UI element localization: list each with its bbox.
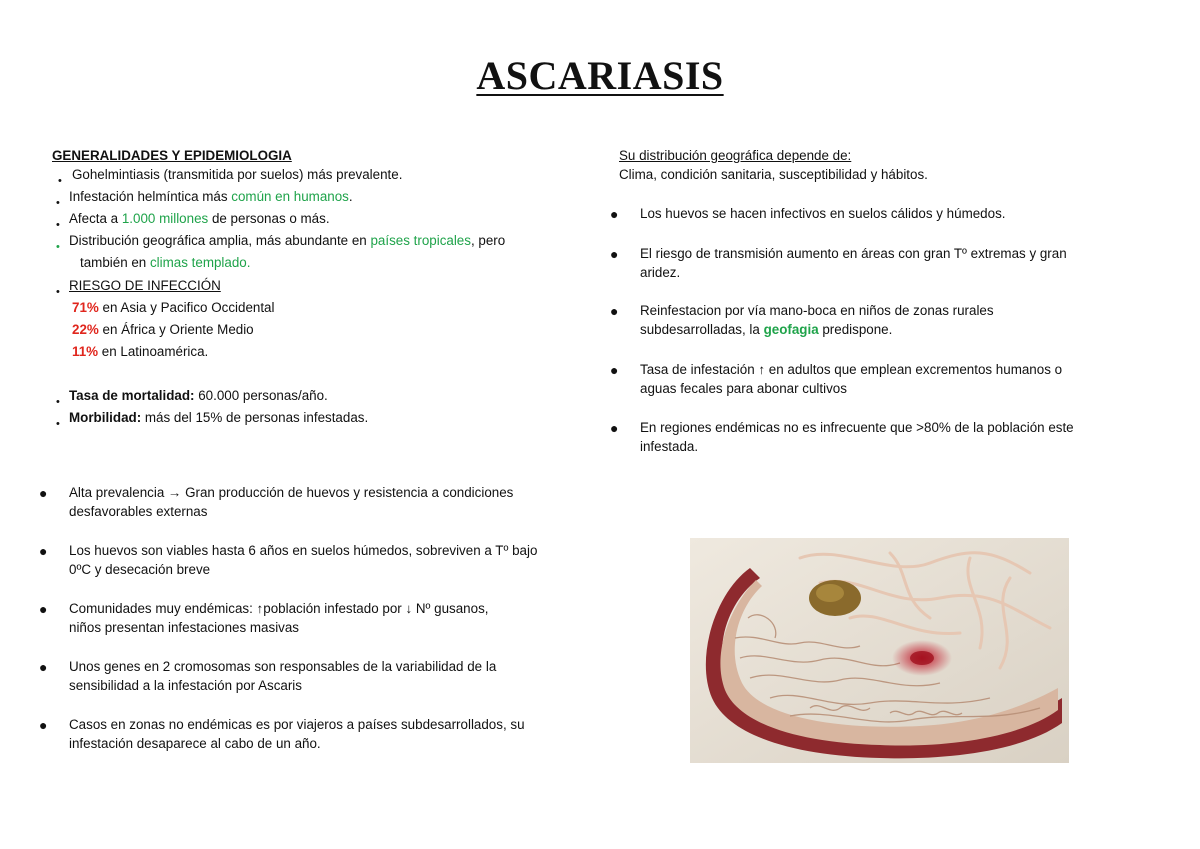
- list-item: [69, 407, 368, 429]
- list-item-line: Los huevos se hacen infectivos en suelos cálidos y húmedos.: [640, 206, 1006, 221]
- list-item-line: Alta prevalencia → Gran producción de huevos y resistencia a condiciones: [69, 485, 514, 500]
- risk-percent: 11%: [72, 344, 99, 359]
- risk-text: en Asia y Pacifico Occidental: [102, 300, 275, 315]
- generalidades-heading: GENERALIDADES Y EPIDEMIOLOGIA: [52, 148, 292, 163]
- bullet-big-icon: ●: [39, 543, 48, 559]
- bullet-small-icon: •: [56, 396, 60, 408]
- item-highlight: geofagia: [763, 322, 819, 337]
- item-text: , pero: [470, 233, 506, 248]
- item-text: .: [348, 189, 353, 204]
- item-text: Afecta a: [69, 211, 122, 226]
- ascaris-worms-photo: [690, 538, 1069, 763]
- bullet-big-icon: ●: [610, 303, 619, 319]
- item-text: más del 15% de personas infestadas.: [141, 410, 369, 425]
- risk-percent: 71%: [72, 300, 99, 315]
- bullet-big-icon: ●: [39, 659, 48, 675]
- item-label: Morbilidad:: [69, 410, 142, 425]
- bullet-big-icon: ●: [610, 206, 619, 222]
- page-title: [0, 52, 1200, 99]
- list-item: [72, 164, 402, 186]
- list-item-line: Unos genes en 2 cromosomas son responsables de la variabilidad de la: [69, 659, 497, 674]
- risk-row: [72, 319, 254, 341]
- list-item-line: Casos en zonas no endémicas es por viajeros a países subdesarrollados, su: [69, 717, 525, 732]
- risk-percent: 22%: [72, 322, 99, 337]
- list-item-line: Comunidades muy endémicas: ↑población infestado por ↓ Nº gusanos,: [69, 601, 489, 616]
- bullet-small-icon: •: [56, 418, 60, 430]
- distribution-heading: Su distribución geográfica depende de:: [619, 148, 852, 163]
- risk-text: en Latinoamérica.: [101, 344, 209, 359]
- item-text: 60.000 personas/año.: [194, 388, 328, 403]
- item-text: subdesarrolladas, la: [640, 322, 764, 337]
- bullet-big-icon: ●: [610, 362, 619, 378]
- bullet-small-icon: •: [56, 219, 60, 231]
- risk-row: [72, 341, 208, 363]
- bullet-big-icon: ●: [39, 717, 48, 733]
- list-item: [69, 385, 328, 407]
- item-highlight: 1.000 millones: [121, 211, 209, 226]
- item-highlight: común en humanos: [231, 189, 349, 204]
- list-item-line: niños presentan infestaciones masivas: [69, 620, 300, 635]
- list-item-line: 0ºC y desecación breve: [69, 562, 211, 577]
- bullet-small-icon: •: [58, 175, 62, 187]
- list-item-line: Reinfestacion por vía mano-boca en niños de zonas rurales: [640, 303, 994, 318]
- bullet-big-icon: ●: [39, 485, 48, 501]
- list-item-line: Tasa de infestación ↑ en adultos que emplean excrementos humanos o: [640, 362, 1063, 377]
- item-text: de personas o más.: [208, 211, 330, 226]
- item-text: Gohelmintiasis (transmitida por suelos) más prevalente.: [72, 167, 403, 182]
- risk-row: [72, 297, 274, 319]
- list-item: [69, 230, 505, 252]
- item-text: Infestación helmíntica más: [69, 189, 232, 204]
- bullet-big-icon: ●: [610, 246, 619, 262]
- list-item: [69, 186, 353, 208]
- list-item-line: Los huevos son viables hasta 6 años en suelos húmedos, sobreviven a Tº bajo: [69, 543, 538, 558]
- list-item-line: aguas fecales para abonar cultivos: [640, 381, 847, 396]
- item-highlight: países tropicales: [370, 233, 471, 248]
- item-highlight: climas templado.: [149, 255, 251, 270]
- list-item-continuation: [80, 252, 250, 274]
- bullet-big-icon: ●: [39, 601, 48, 617]
- list-item-line: infestada.: [640, 439, 699, 454]
- list-item-line: [640, 319, 892, 341]
- list-item-line: En regiones endémicas no es infrecuente que >80% de la población este: [640, 420, 1074, 435]
- item-text: también en: [80, 255, 150, 270]
- risk-text: en África y Oriente Medio: [102, 322, 254, 337]
- bullet-small-icon: •: [56, 241, 60, 253]
- item-text: Distribución geográfica amplia, más abundante en: [69, 233, 371, 248]
- worms-illustration: [690, 538, 1069, 763]
- list-item-line: El riesgo de transmisión aumento en áreas con gran Tº extremas y gran: [640, 246, 1067, 261]
- item-label: Tasa de mortalidad:: [69, 388, 195, 403]
- bullet-small-icon: •: [56, 286, 60, 298]
- risk-heading: RIESGO DE INFECCIÓN: [69, 278, 221, 293]
- list-item-line: infestación desaparece al cabo de un año.: [69, 736, 321, 751]
- distribution-subline: Clima, condición sanitaria, susceptibilidad y hábitos.: [619, 167, 928, 182]
- bullet-small-icon: •: [56, 197, 60, 209]
- list-item-line: desfavorables externas: [69, 504, 208, 519]
- list-item: [69, 208, 330, 230]
- item-text: predispone.: [818, 322, 893, 337]
- list-item-line: aridez.: [640, 265, 681, 280]
- bullet-big-icon: ●: [610, 420, 619, 436]
- list-item-line: sensibilidad a la infestación por Ascaris: [69, 678, 302, 693]
- page-title-text: ASCARIASIS: [476, 53, 724, 98]
